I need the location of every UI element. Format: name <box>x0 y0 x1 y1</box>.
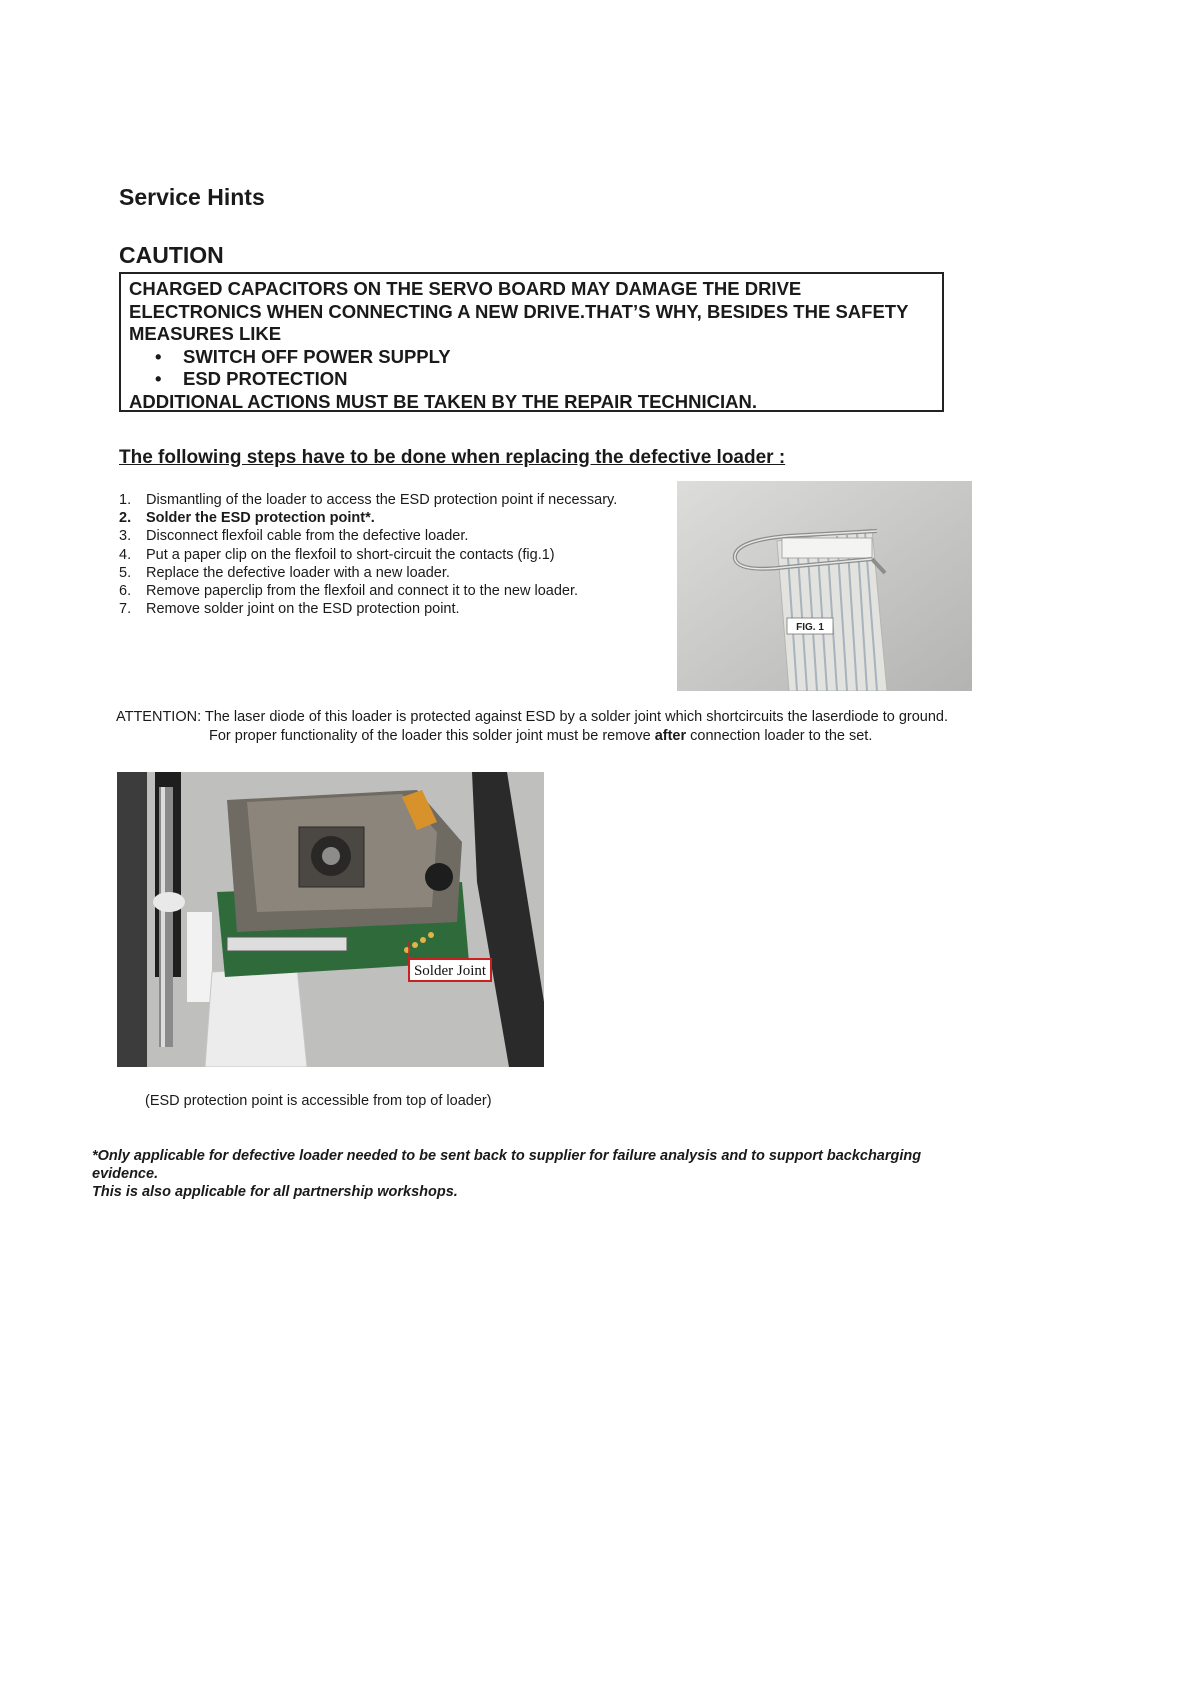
loader-caption: (ESD protection point is accessible from top of loader) <box>145 1093 492 1109</box>
caution-box <box>119 272 944 412</box>
step-item: 5. Replace the defective loader with a new loader. <box>119 564 450 581</box>
step-item: 2. Solder the ESD protection point*. <box>119 510 375 527</box>
caution-bullet: • ESD PROTECTION <box>155 368 348 389</box>
attention-note <box>116 708 948 745</box>
step-item: 7. Remove solder joint on the ESD protection point. <box>119 601 460 618</box>
steps-heading: The following steps have to be done when replacing the defective loader : <box>119 447 786 468</box>
step-item: 4. Put a paper clip on the flexfoil to short-circuit the contacts (fig.1) <box>119 546 555 563</box>
footnote <box>92 1147 972 1201</box>
page-title: Service Hints <box>119 184 265 210</box>
caution-line: MEASURES LIKE <box>129 323 282 344</box>
attention-line: ATTENTION: The laser diode of this loader is protected against ESD by a solder joint which shortcircuits the laserdiode to ground. <box>116 709 949 725</box>
fig1-label: FIG. 1 <box>796 622 824 633</box>
caution-bullet: • SWITCH OFF POWER SUPPLY <box>155 345 451 367</box>
steps-list <box>119 491 617 618</box>
step-item: 3. Disconnect flexfoil cable from the defective loader. <box>119 528 469 545</box>
footnote-line: evidence. <box>92 1166 159 1182</box>
caution-line: ELECTRONICS WHEN CONNECTING A NEW DRIVE.THAT’S WHY, BESIDES THE SAFETY <box>129 300 909 322</box>
footnote-line: *Only applicable for defective loader needed to be sent back to supplier for failure analysis and to support backcharging <box>92 1148 922 1164</box>
caution-heading: CAUTION <box>119 242 224 268</box>
loader-photo <box>117 772 544 1067</box>
step-item: 6. Remove paperclip from the flexfoil and connect it to the new loader. <box>119 583 579 600</box>
step-item: 1. Dismantling of the loader to access the ESD protection point if necessary. <box>119 492 618 508</box>
solder-joint-label: Solder Joint <box>413 963 487 979</box>
caution-line: CHARGED CAPACITORS ON THE SERVO BOARD MAY DAMAGE THE DRIVE <box>129 278 802 299</box>
attention-line: For proper functionality of the loader this solder joint must be remove after connection loader to the set. <box>209 727 873 744</box>
caution-line: ADDITIONAL ACTIONS MUST BE TAKEN BY THE REPAIR TECHNICIAN. <box>129 390 757 412</box>
footnote-line: This is also applicable for all partnership workshops. <box>92 1184 458 1200</box>
fig1-flexfoil-photo <box>677 481 972 691</box>
